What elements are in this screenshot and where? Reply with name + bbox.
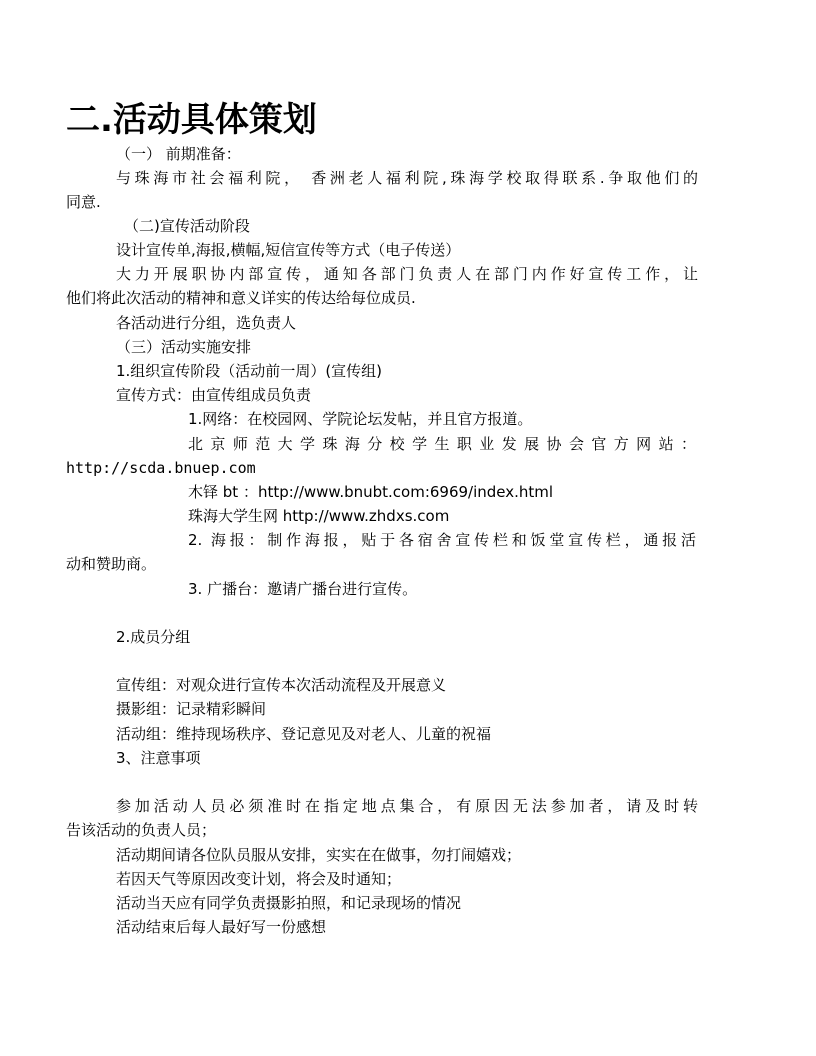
note-5: 活动结束后每人最好写一份感想 xyxy=(116,918,327,936)
prep-title: （一） 前期准备： xyxy=(116,145,241,163)
group-publicity: 宣传组：对观众进行宣传本次活动流程及开展意义 xyxy=(116,676,447,694)
official-site-url: http://scda.bnuep.com xyxy=(66,459,256,477)
section-heading: 二.活动具体策划 xyxy=(66,100,317,140)
note-3: 若因天气等原因改变计划，将会及时通知； xyxy=(116,870,402,888)
group-photo: 摄影组：记录精彩瞬间 xyxy=(116,700,267,718)
publicity-line-2: 大力开展职协内部宣传，通知各部门负责人在部门内作好宣传工作，让 xyxy=(116,265,698,283)
group-activity: 活动组：维持现场秩序、登记意见及对老人、儿童的祝福 xyxy=(116,725,492,743)
note-4: 活动当天应有同学负责摄影拍照，和记录现场的情况 xyxy=(116,894,462,912)
publicity-method: 宣传方式：由宣传组成员负责 xyxy=(116,386,312,404)
official-site-label: 北京师范大学珠海分校学生职业发展协会官方网站： xyxy=(188,435,696,453)
channel-network: 1.网络：在校园网、学院论坛发帖，并且官方报道。 xyxy=(188,410,533,428)
publicity-line-1: 设计宣传单,海报,横幅,短信宣传等方式（电子传送） xyxy=(116,241,461,259)
note-1-line-1: 参加活动人员必须准时在指定地点集合，有原因无法参加者，请及时转 xyxy=(116,797,698,815)
note-2: 活动期间请各位队员服从安排，实实在在做事，勿打闹嬉戏； xyxy=(116,846,522,864)
stage-1: 1.组织宣传阶段（活动前一周）(宣传组) xyxy=(116,362,383,380)
groups-title: 2.成员分组 xyxy=(116,628,191,646)
muyi-bt-link: 木铎 bt ：http://www.bnubt.com:6969/index.html xyxy=(188,483,554,501)
notes-title: 3、注意事项 xyxy=(116,749,201,767)
channel-radio: 3. 广播台：邀请广播台进行宣传。 xyxy=(188,580,418,598)
implementation-title: （三）活动实施安排 xyxy=(116,338,252,356)
publicity-line-3: 他们将此次活动的精神和意义详实的传达给每位成员. xyxy=(66,289,416,307)
note-1-line-2: 告该活动的负责人员； xyxy=(66,821,217,839)
channel-poster-line-2: 动和赞助商。 xyxy=(66,555,157,573)
zhdxs-link: 珠海大学生网 http://www.zhdxs.com xyxy=(188,507,450,525)
prep-line-2: 同意. xyxy=(66,193,101,211)
channel-poster-line-1: 2. 海报：制作海报，贴于各宿舍宣传栏和饭堂宣传栏，通报活 xyxy=(188,531,696,549)
publicity-title: （二)宣传活动阶段 xyxy=(124,217,250,235)
prep-line-1: 与珠海市社会福利院， 香洲老人福利院,珠海学校取得联系.争取他们的 xyxy=(116,169,698,187)
publicity-line-4: 各活动进行分组，选负责人 xyxy=(116,314,297,332)
